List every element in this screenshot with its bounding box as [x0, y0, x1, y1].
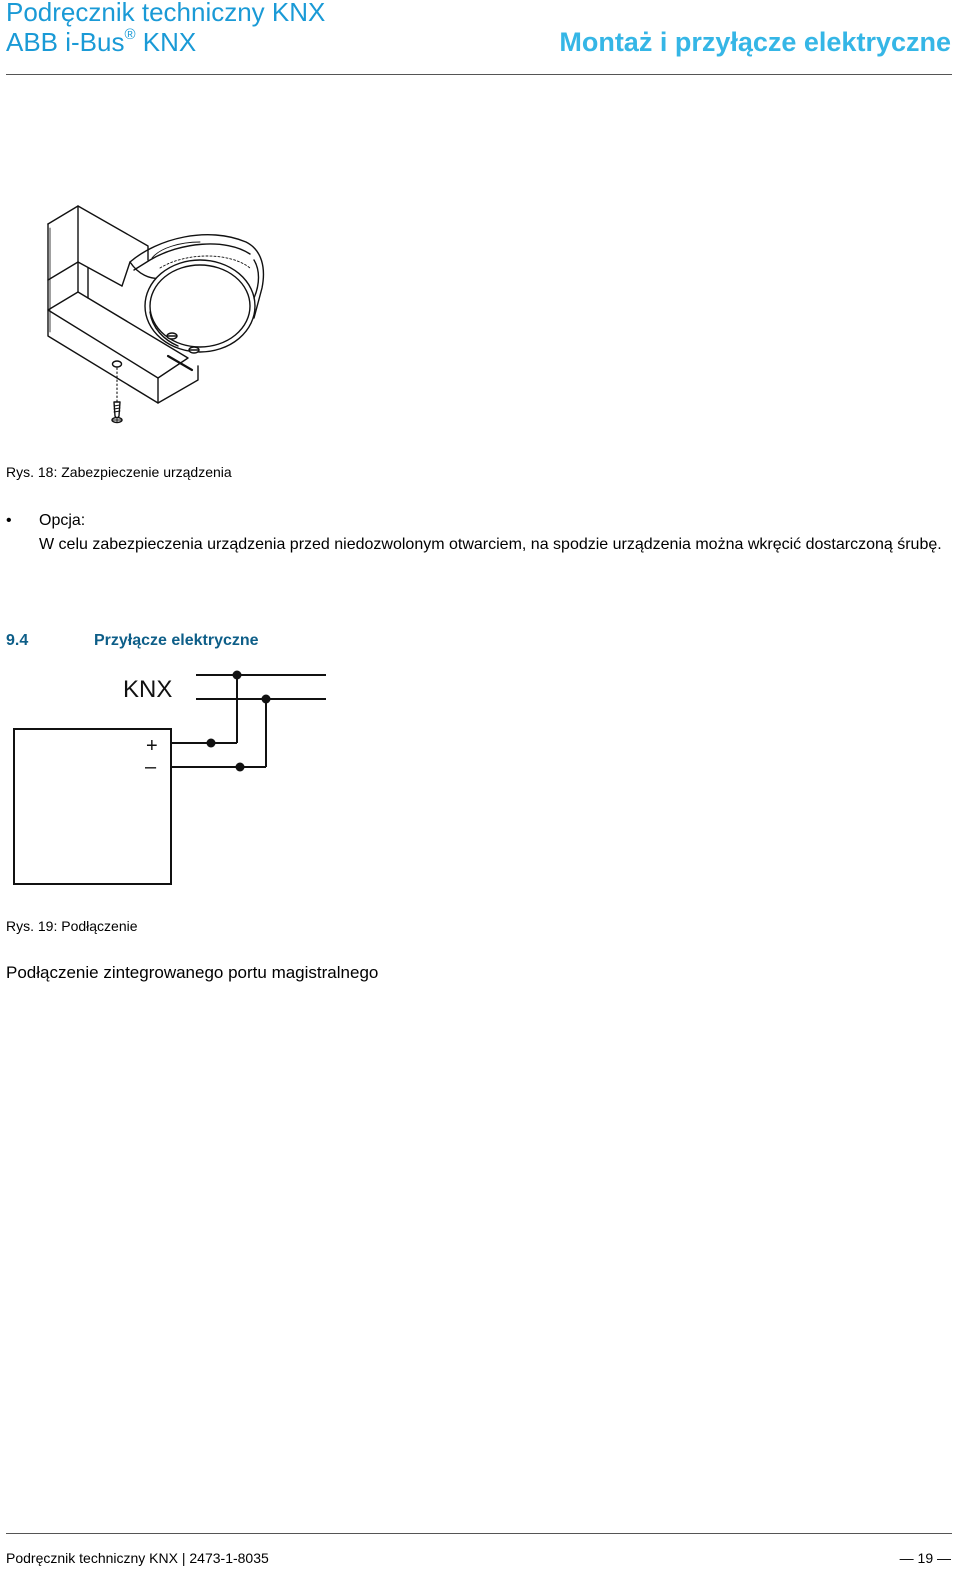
junction-dot-bus-plus: [233, 671, 242, 680]
product-name: ABB i-Bus: [6, 27, 125, 57]
section-title: Przyłącze elektryczne: [94, 632, 259, 649]
page-dash-right: —: [933, 1550, 951, 1566]
bullet-marker: •: [6, 512, 12, 529]
figure-18-caption: Rys. 18: Zabezpieczenie urządzenia: [6, 464, 232, 480]
option-block: [39, 509, 949, 557]
option-text: W celu zabezpieczenia urządzenia przed niedozwolonym otwarciem, na spodzie urządzenia można wkręcić dostarczoną śrubę.: [39, 536, 942, 553]
product-suffix: KNX: [135, 27, 197, 57]
footer-divider: [6, 1533, 952, 1534]
knx-bus-label: KNX: [123, 676, 173, 703]
junction-dot-bus-minus: [262, 695, 271, 704]
sensor-wall-mount-screw-illustration-icon: [40, 198, 270, 428]
minus-terminal-label: –: [145, 756, 157, 778]
terminal-dot-minus: [236, 763, 245, 772]
chapter-title: Montaż i przyłącze elektryczne: [559, 27, 951, 57]
product-line: [6, 26, 196, 58]
footer-document-id: Podręcznik techniczny KNX | 2473-1-8035: [6, 1550, 269, 1566]
figure-19-caption: Rys. 19: Podłączenie: [6, 918, 138, 934]
option-label: Opcja:: [39, 512, 86, 529]
page-number: 19: [917, 1550, 934, 1566]
section-number: 9.4: [6, 632, 29, 649]
document-title: Podręcznik techniczny KNX: [6, 0, 326, 27]
terminal-dot-plus: [207, 739, 216, 748]
page-number-block: [900, 1549, 951, 1567]
header-divider: [6, 74, 952, 75]
page-dash-left: —: [899, 1550, 918, 1566]
knx-wiring-diagram: [6, 666, 336, 890]
bus-lines: [172, 675, 326, 767]
bus-port-paragraph: Podłączenie zintegrowanego portu magistralnego: [6, 963, 379, 982]
registered-mark: ®: [124, 26, 136, 43]
plus-terminal-label: +: [146, 735, 158, 757]
